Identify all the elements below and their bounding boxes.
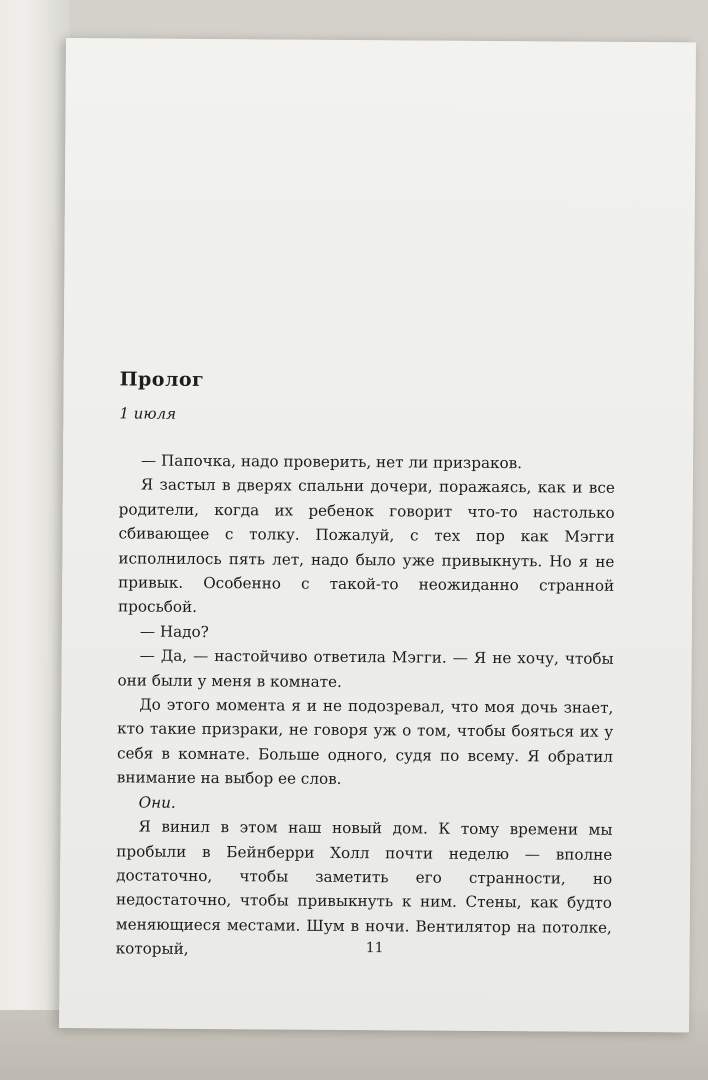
chapter-date: 1 июля [119,404,177,423]
chapter-title: Пролог [119,368,205,391]
paragraph-7: Я винил в этом наш новый дом. К тому времени мы пробыли в Бейнберри Холл почти неделю — вполне достаточно, чтобы заметить его странности, но недостаточно, чтобы привыкнуть к ним. Стены, как будто меняющиеся местами. Шум в ночи. Вентилятор на потолке, который, [115,817,613,959]
paragraph-1: — Папочка, надо проверить, нет ли призраков. [140,451,523,473]
paragraph-3: — Надо? [139,622,209,641]
paragraph-2: Я застыл в дверях спальни дочери, поражаясь, как и все родители, когда их ребенок говорит что-то настолько сбивающее с толку. Пожалуй, с тех пор как Мэгги исполнилось пять лет, надо было уже привыкнуть. Но я не привык. Особенно с такой-то неожиданно странной просьбой. [117,475,615,617]
paragraph-6: Они. [138,793,176,812]
paragraph-4: — Да, — настойчиво ответила Мэгги. — Я не хочу, чтобы они были у меня в комнате. [117,646,614,691]
paragraph-5: До этого момента я и не подозревал, что моя дочь знает, кто такие призраки, не говоря уж о том, чтобы бояться их у себя в комнате. Больше одного, судя по всему. Я обратил внимание на выбор ее слов. [116,695,614,789]
page-text-block [116,368,616,964]
page-number: 11 [365,940,384,957]
book-page [59,38,696,1032]
